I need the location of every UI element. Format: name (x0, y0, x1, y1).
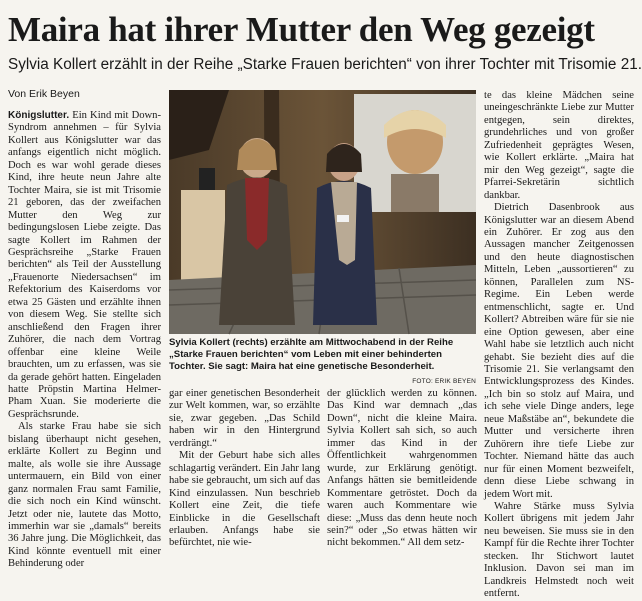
article-column-3 (327, 388, 477, 549)
subtitle: Sylvia Kollert erzählt in der Reihe „Starke Frauen berichten“ von ihrer Tochter mit Trisomie 21. (8, 56, 642, 73)
paragraph: Dietrich Dasenbrook aus Königslutter war an diesem Abend ein Zuhörer. Er zog aus den Aussagen mancher Zeitgenossen und den heute diagnostischen Mitteln, Leben „aussortieren“ zu können, Parallelen zum NS-Regime. Ein Leben werde entmenschlicht, sagte er. Und Kollert? Abtreiben wäre für sie nie eine Option gewesen, aber eine Wahl habe sie letztlich auch nicht gehabt. Sie bezieht dies auf die Trisomie 21. Sie verlangsamt den Entwicklungsprozess des Kindes. „Ich bin so stolz auf Maira, und ich sehe viele Dinge anders, lege neue Maßstäbe an“, bekundete die Mutter und versicherte ihren Zuhörern ihre tiefe Liebe zur Tochter. Niemand hätte das auch nur für einen Moment bezweifelt, denn diese Liebe schwang in jedem Wort mit. (484, 202, 634, 500)
article-column-1 (8, 110, 161, 570)
article-column-4 (484, 90, 634, 600)
dateline: Königslutter. (8, 110, 70, 121)
event-photo-image (169, 90, 476, 334)
paragraph: Wahre Stärke muss Sylvia Kollert übrigens mit jedem Jahr neu beweisen. Sie muss sie in den Kampf für die Rechte ihrer Tochter stecken. Ihr Stichwort lautet Inklusion. Davon sei man im Landkreis Helmstedt noch weit entfernt. (484, 500, 634, 600)
paragraph: Mit der Geburt habe sich alles schlagartig verändert. Ein Jahr lang habe sie gebraucht, um sich auf das Kind einzulassen. Nun beschrieb Kollert eine Zeit, die tiefe Einblicke in die Gesellschaft erlauben. Anfangs habe sie befürchtet, nie wie- (169, 450, 320, 549)
caption-text: Sylvia Kollert (rechts) erzählte am Mittwochabend in der Reihe „Starke Frauen berichten“ vom Leben mit einer behinderten Tochter. Sie sagt: Maira hat eine genetische Besonderheit. (169, 337, 454, 373)
article-photo (169, 90, 476, 334)
paragraph: Als starke Frau habe sie sich bislang überhaupt nicht gesehen, erklärte Kollert zu Beginn und malte, als wolle sie ihre Aussage untermauern, ein Bild von einer ganz normalen Frau samt Familie, die sich noch ein Kind wünscht. Jetzt oder nie, lautete das Motto, immerhin war sie „damals“ bereits 36 Jahre jung. Die Möglichkeit, das Kind könnte eventuell mit einer Behinderung oder (8, 421, 161, 570)
photo-caption (169, 337, 476, 388)
paragraph: der glücklich werden zu können. Das Kind war demnach „das Down“, nicht die kleine Maira. Sylvia Kollert sah sich, so auch immer das Kind in der Öffentlichkeit wahrgenommen wurde, zur Erklärung genötigt. Anfangs hätten sie bemitleidende Kommentare getröstet. Doch da waren auch Kommentare wie diese: „Muss das denn heute noch sein?“ oder „So etwas hätten wir nicht bekommen.“ All dem setz- (327, 388, 477, 549)
paragraph (8, 110, 161, 421)
paragraph: te das kleine Mädchen seine uneingeschränkte Liebe zur Mutter entgegen, sein direktes, grundehrliches und von großer Zufriedenheit geprägtes Wesen, wie Kollert erklärte. „Maira hat mir den Weg gezeigt“, sagte die Pfarrei-Sekretärin sichtlich dankbar. (484, 90, 634, 201)
paragraph-text: Ein Kind mit Down-Syndrom annehmen – für Sylvia Kollert aus Königslutter war das anfangs eigentlich nicht möglich. Doch es war wohl gerade dieses Kind, ihre heute neun Jahre alte Tochter Maira, sie ist mit Trisomie 21 geboren, das der zweifachen Mutter den Weg zur bedingungslosen Liebe zeigte. Das sagte Kollert im Rahmen der Gesprächsreihe „Starke Frauen berichten“ als Teil der Ausstellung „Frauenorte Niedersachsen“ im Refektorium des Kaiserdoms vor etwa 25 Gästen und erzählte ihnen von diesem Weg. Sie stellte sich anschließend den Fragen ihrer Zuhörer, die nach dem Vortrag offenbar eine kleine Weile brauchten, um zu erfassen, was sie da gerade gehört hatten. Eingeladen hatte Pröpstin Martina Helmer-Pham Xuan. Sie moderierte die Gesprächsrunde. (8, 110, 161, 420)
byline: Von Erik Beyen (8, 88, 80, 100)
article-column-2 (169, 388, 320, 549)
headline: Maira hat ihrer Mutter den Weg gezeigt (8, 10, 595, 49)
paragraph: gar einer genetischen Besonderheit zur Welt kommen, war, so erzählte sie, zwar gegeben. „Das Schild haben wir in den Hintergrund verdrängt.“ (169, 388, 320, 449)
photo-credit: FOTO: ERIK BEYEN (412, 377, 476, 385)
